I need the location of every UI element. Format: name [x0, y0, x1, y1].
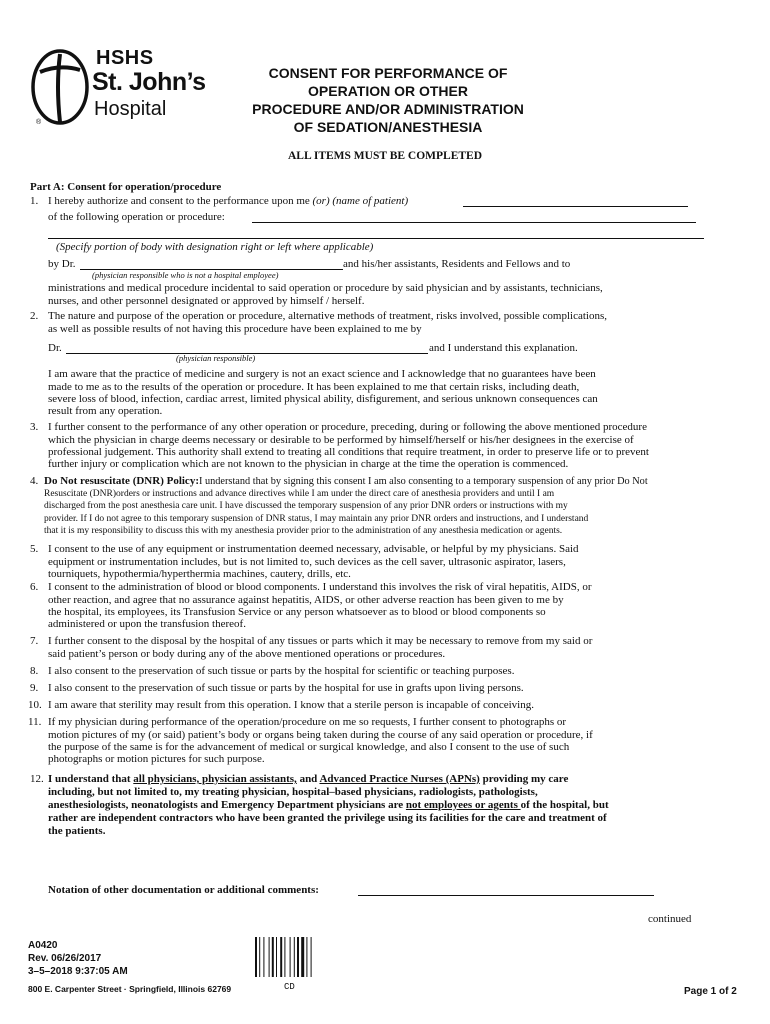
- item4-text: I understand that by signing this consent I am also consenting to a temporary suspension of any prior Do Not: [198, 476, 648, 487]
- item12-line3: [48, 799, 609, 811]
- title-line: CONSENT FOR PERFORMANCE OF: [268, 65, 508, 81]
- item1-line1: [48, 195, 408, 207]
- barcode: [255, 937, 323, 977]
- item-number: 4.: [30, 475, 39, 487]
- item9-line1: I also consent to the preservation of such tissue or parts by the hospital for use in grafts upon living persons.: [48, 682, 524, 694]
- item7-line1: I further consent to the disposal by the hospital of any tissues or parts which it may be necessary to remove from my said or: [48, 635, 593, 647]
- item4-line4: provider. If I do not agree to this temporary suspension of DNR status, I may maintain any prior DNR orders and instructions, and I understand: [44, 514, 589, 524]
- item4-line5: that it is my responsibility to discuss this with my anesthesia provider prior to the administration of any anesthesia medication or agents.: [44, 526, 563, 536]
- item3-line1: I further consent to the performance of any other operation or procedure, preceding, during or following the above mentioned procedure: [48, 421, 647, 433]
- item-number: 10.: [28, 699, 42, 711]
- item4-line1: [44, 475, 648, 488]
- item-number: 12.: [30, 773, 44, 785]
- item1-text: I hereby authorize and consent to the performance upon me: [48, 195, 310, 207]
- patient-name-field[interactable]: [463, 206, 688, 207]
- dr-label: Dr.: [48, 342, 62, 354]
- item12-text: I understand that: [48, 773, 134, 785]
- registered-mark: ®: [36, 119, 42, 126]
- item6-line1: I consent to the administration of blood or blood components. I understand this involves the risk of viral hepatitis, AIDS, or: [48, 581, 592, 593]
- logo-hospital: Hospital: [94, 98, 167, 120]
- explanation-text: and I understand this explanation.: [429, 342, 578, 354]
- item8-line1: I also consent to the preservation of such tissue or parts by the hospital for scientific or teaching purposes.: [48, 665, 515, 677]
- item4-line2: Resuscitate (DNR)orders or instructions and advance directives while I am under the direct care of anesthesia providers and until I am: [44, 489, 555, 499]
- item1-line5: ministrations and medical procedure incidental to said operation or procedure by said physician and by assistants, technicians,: [48, 282, 603, 294]
- item5-line2: equipment or instrumentation includes, but is not limited to, such devices as the cell saver, ultrasonic aspirator, lasers,: [48, 556, 566, 568]
- item2-line6: severe loss of blood, infection, cardiac arrest, limited physical ability, disfigurement, and serious unknown consequences can: [48, 393, 598, 405]
- part-a-heading: Part A: Consent for operation/procedure: [30, 181, 222, 193]
- item-number: 11.: [28, 716, 42, 728]
- barcode-bar: [311, 937, 312, 977]
- item4-line3: discharged from the post anesthesia care unit. I have discussed the temporary suspension of any prior DNR orders or instructions with my: [44, 501, 568, 511]
- barcode-bar: [297, 937, 299, 977]
- title-line: OPERATION OR OTHER: [308, 83, 468, 99]
- procedure-field[interactable]: [252, 222, 696, 223]
- item12-line4: rather are independent contractors who have been granted the privilege using its facilities for the care and treatment of: [48, 812, 607, 824]
- cd-code: CD: [284, 982, 295, 992]
- item-number: 8.: [30, 665, 39, 677]
- item-number: 7.: [30, 635, 39, 647]
- body-portion-note: (Specify portion of body with designation right or left where applicable): [56, 241, 374, 253]
- item5-line1: I consent to the use of any equipment or instrumentation deemed necessary, advisable, or helpful by my physicians. Said: [48, 543, 579, 555]
- by-dr-label: by Dr.: [48, 258, 76, 270]
- item2-line2: as well as possible results of not having this procedure have been explained to me by: [48, 323, 422, 335]
- barcode-bar: [301, 937, 304, 977]
- barcode-bar: [306, 937, 307, 977]
- item-number: 5.: [30, 543, 39, 555]
- item3-line4: further injury or complication which are not known to the physician in charge at the time the operation is commenced.: [48, 458, 569, 470]
- hospital-address: 800 E. Carpenter Street · Springfield, Illinois 62769: [28, 984, 232, 994]
- item12-text: and: [296, 773, 320, 785]
- item-number: 1.: [30, 195, 39, 207]
- item12-underlined: all physicians, physician assistants,: [133, 773, 297, 785]
- title-line: PROCEDURE AND/OR ADMINISTRATION: [252, 101, 524, 117]
- item2-line1: The nature and purpose of the operation or procedure, alternative methods of treatment, risks involved, possible complications,: [48, 310, 608, 322]
- barcode-bar: [290, 937, 291, 977]
- item6-line2: other reaction, and agree that no assurance against hepatitis, AIDS, or other adverse reaction has been given to me by: [48, 594, 564, 606]
- barcode-bar: [255, 937, 257, 977]
- form-code: A0420: [28, 940, 58, 951]
- item11-line4: photographs or motion pictures for such purpose.: [48, 753, 265, 765]
- patient-name-label: (or) (name of patient): [312, 195, 409, 207]
- barcode-bar: [272, 937, 274, 977]
- physician-responsible-note: (physician responsible): [176, 353, 256, 363]
- item-number: 9.: [30, 682, 39, 694]
- barcode-icon: [255, 937, 323, 977]
- item10-line1: I am aware that sterility may result from this operation. I know that a sterile person is incapable of conceiving.: [48, 699, 534, 711]
- item12-line2: including, but not limited to, my treating physician, hospital–based physicians, radiologists, pathologists,: [48, 786, 538, 798]
- physician-note: (physician responsible who is not a hospital employee): [92, 270, 279, 280]
- item12-underlined: not employees or agents: [405, 799, 521, 811]
- notation-label: Notation of other documentation or additional comments:: [48, 884, 319, 896]
- item-number: 6.: [30, 581, 39, 593]
- barcode-bar: [263, 937, 264, 977]
- item11-line1: If my physician during performance of the operation/procedure on me so requests, I further consent to photographs or: [48, 716, 567, 728]
- barcode-bar: [276, 937, 277, 977]
- item5-line3: tourniquets, hypothermia/hyperthermia machines, cautery, drills, etc.: [48, 568, 351, 580]
- item1-line6: nurses, and other personnel designated or approved by himself / herself.: [48, 295, 365, 307]
- item11-line3: the purpose of the same is for the advancement of medical or surgical knowledge, and also I consent to the use of such: [48, 741, 570, 753]
- all-items-notice: ALL ITEMS MUST BE COMPLETED: [287, 150, 483, 162]
- item-number: 2.: [30, 310, 39, 322]
- item12-underlined: Advanced Practice Nurses (APNs): [319, 773, 480, 785]
- form-footer-info: [28, 939, 128, 978]
- procedure-label: of the following operation or procedure:: [48, 211, 225, 223]
- title-line: OF SEDATION/ANESTHESIA: [293, 119, 483, 135]
- item6-line4: administered or upon the transfusion thereof.: [48, 618, 246, 630]
- hospital-logo: [30, 46, 230, 136]
- barcode-bar: [294, 937, 295, 977]
- item12-text: providing my care: [479, 773, 569, 785]
- barcode-bar: [284, 937, 285, 977]
- continued-label: continued: [648, 913, 692, 925]
- item12-line1: [48, 773, 568, 785]
- print-timestamp: 3–5–2018 9:37:05 AM: [28, 966, 128, 977]
- item6-line3: the hospital, its employees, its Transfusion Service or any person whatsoever as to blood or blood components so: [48, 606, 546, 618]
- item7-line2: said patient’s person or body during any of the above mentioned operations or procedures.: [48, 648, 446, 660]
- notation-field[interactable]: [358, 895, 654, 896]
- logo-hshs: HSHS: [96, 47, 154, 69]
- item2-line7: result from any operation.: [48, 405, 163, 417]
- item12-line5: the patients.: [48, 825, 106, 837]
- item3-line3: professional judgement. This authority shall extend to treating all conditions that require treatment, in order to preserve life or to prevent: [48, 446, 649, 458]
- page-number: Page 1 of 2: [684, 986, 737, 997]
- item2-line4: I am aware that the practice of medicine and surgery is not an exact science and I acknowledge that no guarantees have been: [48, 368, 596, 380]
- cross-emblem-icon: [30, 46, 92, 128]
- logo-st-johns: St. John’s: [92, 68, 206, 96]
- item-number: 3.: [30, 421, 39, 433]
- item3-line2: which the physician in charge deems necessary or desirable to be performed by himself/herself or his/her designees in the exercise of: [48, 434, 634, 446]
- barcode-bar: [259, 937, 260, 977]
- item11-line2: motion pictures of my (or said) patient’s body or organs being taken during the course of any said operation or procedure, if: [48, 729, 593, 741]
- dnr-policy-heading: Do Not resuscitate (DNR) Policy:: [44, 475, 199, 487]
- item12-text: anesthesiologists, neonatologists and Emergency Department physicians are: [48, 799, 406, 811]
- barcode-bar: [280, 937, 282, 977]
- item12-text: of the hospital, but: [520, 799, 609, 811]
- revision-date: Rev. 06/26/2017: [28, 953, 102, 964]
- procedure-field-line2[interactable]: [48, 238, 704, 239]
- item2-line5: made to me as to the results of the operation or procedure. It has been explained to me that certain risks, including death,: [48, 381, 580, 393]
- form-title: [218, 64, 558, 136]
- barcode-bar: [269, 937, 270, 977]
- item1-assistants-text: and his/her assistants, Residents and Fellows and to: [343, 258, 571, 270]
